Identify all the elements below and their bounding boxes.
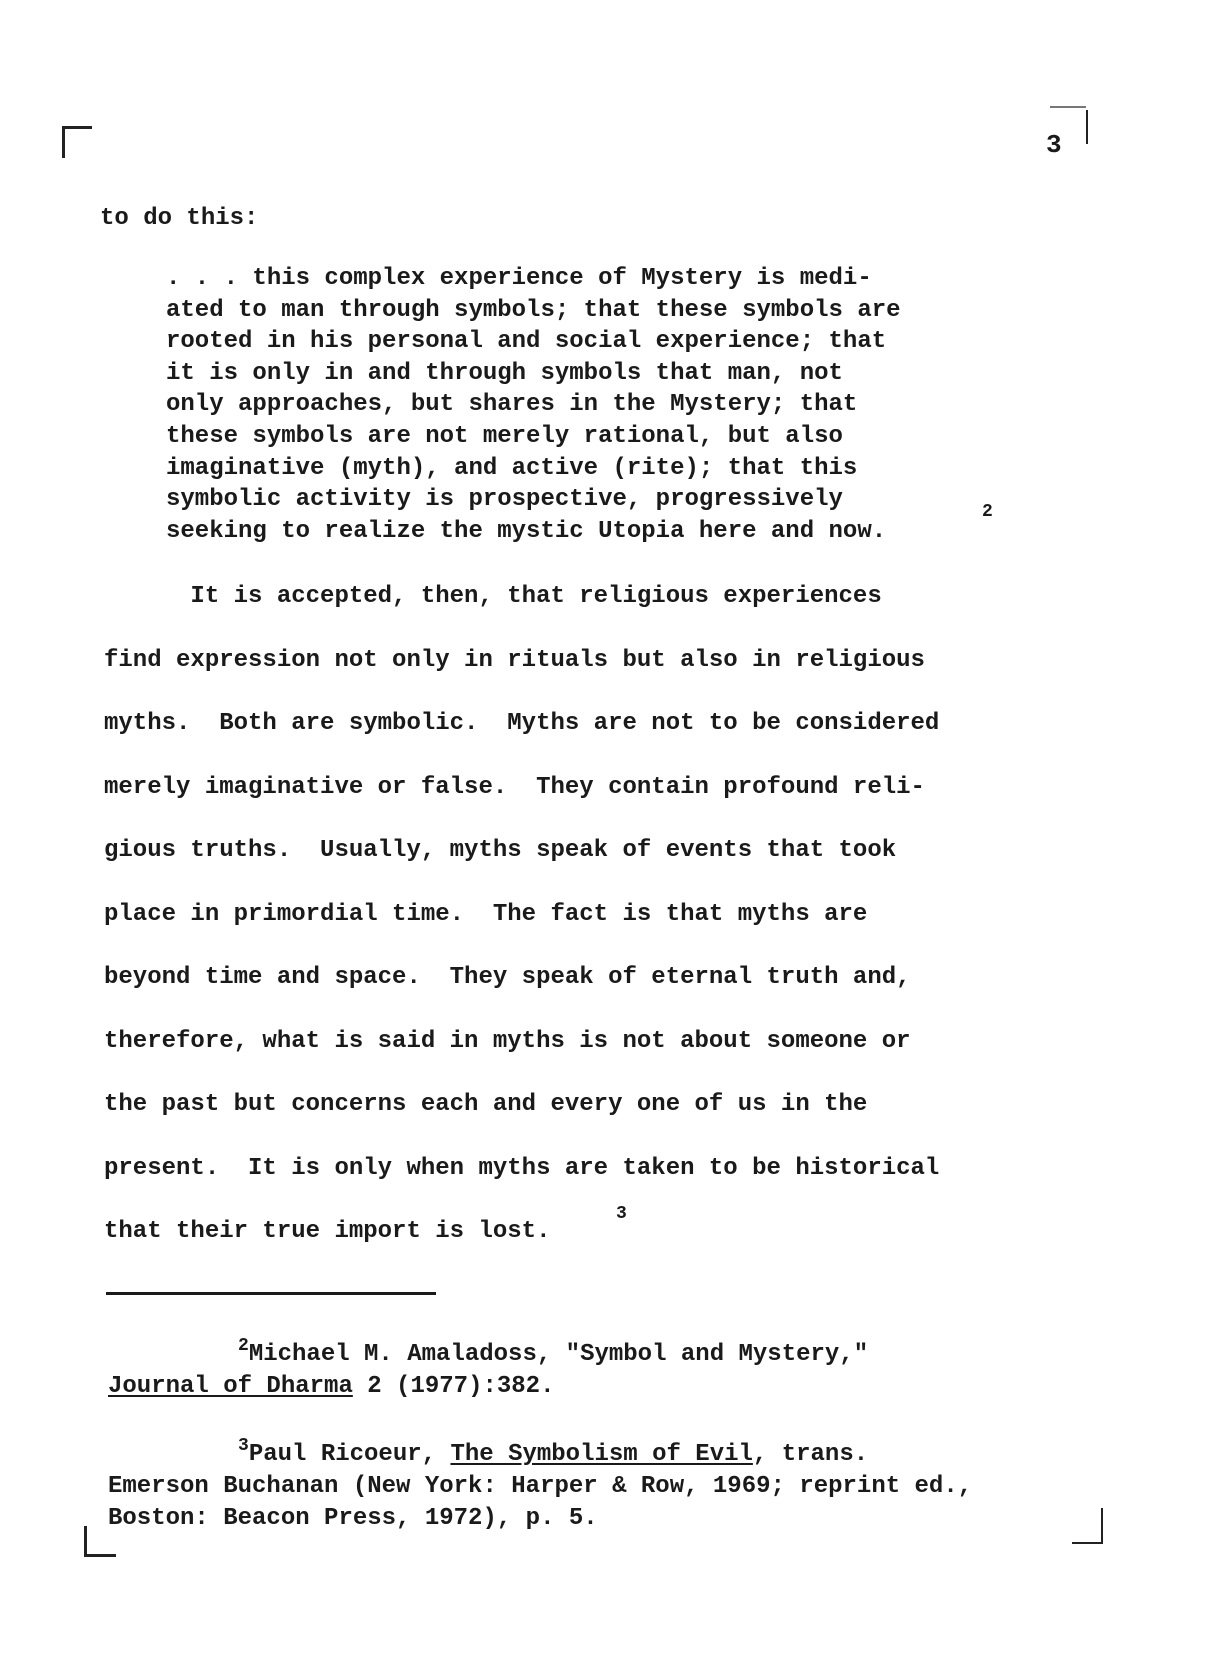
- footnote-text: Michael M. Amaladoss, "Symbol and Mystery,": [248, 1341, 869, 1368]
- crop-mark-top-right: [1086, 110, 1088, 144]
- body-paragraph: [104, 582, 1064, 1281]
- paragraph-line: the past but concerns each and every one of us in the: [104, 1091, 868, 1118]
- footnote-line: [108, 1430, 972, 1471]
- paragraph-line: gious truths. Usually, myths speak of events that took: [104, 837, 897, 864]
- quote-line: it is only in and through symbols that man, not: [166, 359, 843, 387]
- crop-mark-bottom-left: [84, 1526, 87, 1556]
- footnote-mark: 2: [238, 1336, 249, 1356]
- crop-mark-top-left: [62, 126, 92, 129]
- paragraph-line: therefore, what is said in myths is not about someone or: [104, 1027, 911, 1055]
- footnote-line: [108, 1330, 868, 1371]
- quote-line: seeking to realize the mystic Utopia here and now.: [166, 517, 887, 545]
- paragraph-line: myths. Both are symbolic. Myths are not to be considered: [104, 710, 940, 737]
- footnote-line: Emerson Buchanan (New York: Harper & Row, 1969; reprint ed.,: [108, 1473, 973, 1500]
- quote-line: rooted in his personal and social experience; that: [166, 328, 887, 356]
- paragraph-line: It is accepted, then, that religious experiences: [104, 583, 882, 610]
- crop-mark-top-left: [62, 126, 65, 158]
- quote-line: . . . this complex experience of Mystery is medi-: [166, 265, 872, 292]
- journal-title: Journal of Dharma: [108, 1373, 353, 1400]
- footnote-text: 2 (1977):382.: [352, 1373, 555, 1400]
- lead-in-text: to do this:: [100, 205, 259, 232]
- quote-line: these symbols are not merely rational, but also: [166, 422, 843, 450]
- quote-line: symbolic activity is prospective, progressively: [166, 486, 843, 514]
- footnote-text: , trans.: [752, 1441, 869, 1468]
- paragraph-line: place in primordial time. The fact is that myths are: [104, 900, 868, 928]
- paragraph-line: find expression not only in rituals but also in religious: [104, 646, 925, 674]
- block-quote: [166, 263, 1026, 547]
- footnote-reference: 3: [616, 1204, 627, 1224]
- paragraph-line: beyond time and space. They speak of eternal truth and,: [104, 964, 911, 991]
- quote-line: imaginative (myth), and active (rite); that this: [166, 454, 858, 482]
- book-title: The Symbolism of Evil: [450, 1441, 753, 1468]
- footnote-reference: 2: [982, 502, 993, 522]
- footnote-text: Paul Ricoeur,: [248, 1441, 451, 1468]
- crop-mark-bottom-right: [1072, 1542, 1102, 1544]
- footnote-line: Boston: Beacon Press, 1972), p. 5.: [108, 1505, 598, 1532]
- footnote-separator: [106, 1292, 436, 1295]
- crop-mark-bottom-right: [1101, 1508, 1103, 1544]
- paragraph-line: that their true import is lost.: [104, 1218, 551, 1245]
- quote-line: only approaches, but shares in the Mystery; that: [166, 391, 858, 419]
- paragraph-line: present. It is only when myths are taken to be historical: [104, 1154, 940, 1182]
- crop-mark-top-right: [1050, 106, 1086, 108]
- footnote-3: [108, 1430, 972, 1535]
- crop-mark-bottom-left: [84, 1554, 116, 1557]
- footnote-line: [108, 1371, 868, 1403]
- quote-line: ated to man through symbols; that these symbols are: [166, 296, 901, 324]
- footnote-2: [108, 1330, 868, 1403]
- paragraph-line: merely imaginative or false. They contain profound reli-: [104, 773, 925, 801]
- page-number: 3: [1046, 130, 1062, 160]
- footnote-mark: 3: [238, 1436, 249, 1456]
